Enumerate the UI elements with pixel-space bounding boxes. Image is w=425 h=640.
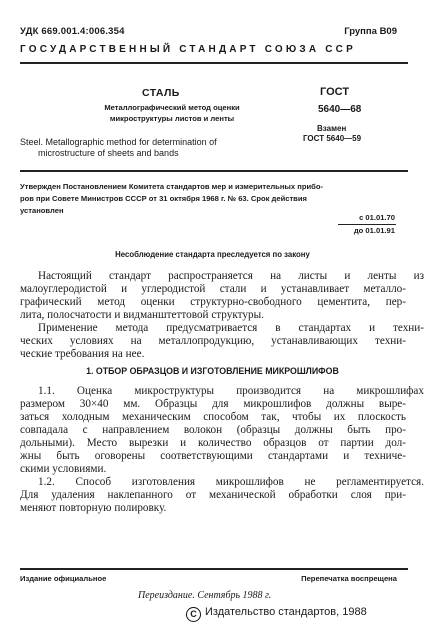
footer-rule xyxy=(20,568,408,570)
english-title-line1: Steel. Metallographic method for determination of xyxy=(20,137,217,147)
doc-subtitle-line1: Металлографический метод оценки xyxy=(104,103,240,112)
effective-to-date: до 01.01.91 xyxy=(353,226,395,235)
standard-title: ГОСУДАРСТВЕННЫЙ СТАНДАРТ СОЮЗА ССР xyxy=(20,44,356,55)
effective-from-date: с 01.01.70 xyxy=(359,213,395,222)
copyright-text: Издательство стандартов, 1988 xyxy=(205,606,367,618)
official-edition-label: Издание официальное xyxy=(20,574,107,583)
approval-line2: ров при Совете Министров СССР от 31 октября 1968 г. № 63. Срок действия xyxy=(20,194,307,203)
title-block-rule xyxy=(20,170,408,172)
clause-1-2-line: меняют повторную полировку. xyxy=(20,502,167,514)
legal-notice: Несоблюдение стандарта преследуется по закону xyxy=(115,250,310,259)
clause-1-1-line: 1.1. Оценка микроструктуры производится на микрошлифах xyxy=(38,385,424,397)
replace-label: Взамен xyxy=(317,124,347,133)
english-title-line2: microstructure of sheets and bands xyxy=(38,148,179,158)
gost-label: ГОСТ xyxy=(320,86,350,98)
intro-para2-line: ческих условиях на металлопродукцию, устанавливающих техни- xyxy=(20,335,406,347)
replace-reference: ГОСТ 5640—59 xyxy=(303,134,362,143)
gost-number: 5640—68 xyxy=(318,104,362,115)
udk-code: УДК 669.001.4:006.354 xyxy=(20,26,125,37)
reprint-note: Переиздание. Сентябрь 1988 г. xyxy=(138,590,272,601)
approval-line1: Утвержден Постановлением Комитета стандартов мер и измерительных прибо- xyxy=(20,182,323,191)
intro-para2-line: Применение метода предусматривается в стандартах и техни- xyxy=(38,322,424,334)
clause-1-2-line: 1.2. Способ изготовления микрошлифов не регламентируется. xyxy=(38,476,424,488)
clause-1-1-line: совпадала с направлением волокон (образцы должны быть про- xyxy=(20,424,406,436)
date-rule xyxy=(338,224,396,225)
clause-1-1-line: дольными). Место вырезки и количество образцов от партии дол- xyxy=(20,437,406,449)
clause-1-2-line: Для удаления наклепанного от механической обработки слоя при- xyxy=(20,489,406,501)
header-rule xyxy=(20,62,408,64)
reprint-forbidden-label: Перепечатка воспрещена xyxy=(301,574,397,583)
intro-line: малоуглеродистой и углеродистой стали и устанавливает металло- xyxy=(20,283,406,295)
group-code: Группа В09 xyxy=(344,26,397,37)
clause-1-1-line: заться холодным механическим способом так, чтобы их плоскость xyxy=(20,411,406,423)
intro-line: лита, полосчатости и видманштеттовой структуры. xyxy=(20,309,264,321)
clause-1-1-line: размером 30×40 мм. Образцы для микрошлифов должны выре- xyxy=(20,398,406,410)
doc-subtitle-line2: микроструктуры листов и ленты xyxy=(109,114,235,123)
approval-line3: установлен xyxy=(20,206,64,215)
copyright-icon: C xyxy=(186,607,201,622)
copyright xyxy=(186,606,367,622)
intro-line: Настоящий стандарт распространяется на листы и ленты из xyxy=(38,270,424,282)
section-heading: 1. ОТБОР ОБРАЗЦОВ И ИЗГОТОВЛЕНИЕ МИКРОШЛИФОВ xyxy=(86,366,339,376)
doc-title: СТАЛЬ xyxy=(142,87,180,99)
intro-para2-line: ческие требования на нее. xyxy=(20,348,145,360)
intro-line: графический метод оценки структурно-свободного цементита, пер- xyxy=(20,296,406,308)
clause-1-1-line: жны быть оговорены соответствующими стандартами и техниче- xyxy=(20,450,406,462)
clause-1-1-line: скими условиями. xyxy=(20,463,107,475)
